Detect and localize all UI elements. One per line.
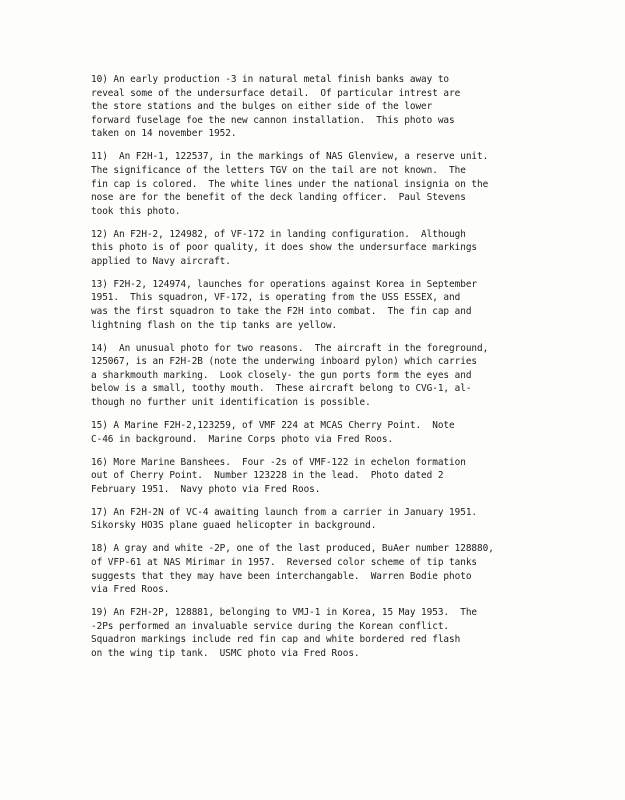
caption-14: 14) An unusual photo for two reasons. The aircraft in the foreground, 125067, is an F2H-2B (note the underwing inboard pylon) which carries a sharkmouth marking. Look closely- the gun ports form the eyes and below is a small, toothy mouth. These aircraft belong to CVG-1, al- though no further unit identification is possible. — [91, 342, 489, 409]
caption-17: 17) An F2H-2N of VC-4 awaiting launch from a carrier in January 1951. Sikorsky HO3S plane guaed helicopter in background. — [91, 506, 478, 532]
caption-13: 13) F2H-2, 124974, launches for operations against Korea in September 1951. This squadron, VF-172, is operating from the USS ESSEX, and was the first squadron to take the F2H into combat. The fin cap and lightning flash on the tip tanks are yellow. — [91, 278, 478, 331]
caption-19: 19) An F2H-2P, 128881, belonging to VMJ-1 in Korea, 15 May 1953. The -2Ps performed an invaluable service during the Korean conflict. Squadron markings include red fin cap and white bordered red flash on the wing tip tank. USMC photo via Fred Roos. — [91, 607, 478, 659]
caption-12: 12) An F2H-2, 124982, of VF-172 in landing configuration. Although this photo is of poor quality, it does show the undersurface markings applied to Navy aircraft. — [91, 228, 478, 267]
photo-captions — [91, 73, 561, 670]
caption-16: 16) More Marine Banshees. Four -2s of VMF-122 in echelon formation out of Cherry Point. Number 123228 in the lead. Photo dated 2 February 1951. Navy photo via Fred Roos. — [91, 456, 466, 495]
caption-15: 15) A Marine F2H-2,123259, of VMF 224 at MCAS Cherry Point. Note C-46 in background. Marine Corps photo via Fred Roos. — [91, 420, 455, 445]
caption-11: 11) An F2H-1, 122537, in the markings of NAS Glenview, a reserve unit. The significance of the letters TGV on the tail are not known. The fin cap is colored. The white lines under the national insignia on the nose are for the benefit of the deck landing officer. Paul Stevens took this photo. — [91, 151, 489, 217]
caption-18: 18) A gray and white -2P, one of the last produced, BuAer number 128880, of VFP-61 at NAS Mirimar in 1957. Reversed color scheme of tip tanks suggests that they may have been interchangable. Warren Bodie photo via Fred Roos. — [91, 543, 494, 596]
caption-10: 10) An early production -3 in natural metal finish banks away to reveal some of the undersurface detail. Of particular intrest are the store stations and the bulges on either side of the lower forward fuselage foe the new cannon installation. This photo was taken on 14 november 1952. — [91, 74, 461, 140]
